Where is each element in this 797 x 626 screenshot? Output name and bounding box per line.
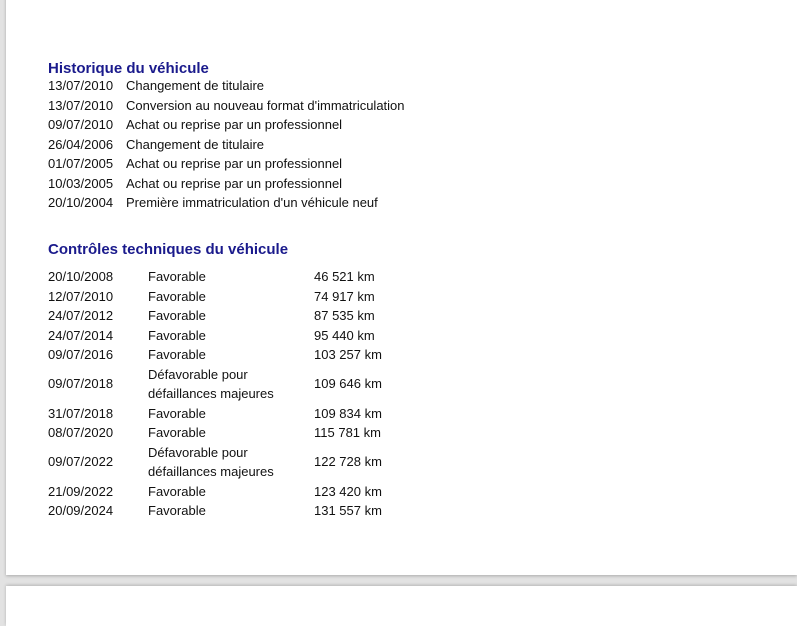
control-date: 20/09/2024 xyxy=(48,503,114,518)
control-result xyxy=(148,404,314,424)
history-event-label: Changement de titulaire xyxy=(126,136,265,152)
control-mileage: 131 557 km xyxy=(314,503,382,518)
control-result xyxy=(148,443,314,482)
control-result-line: défaillances majeures xyxy=(148,386,274,401)
control-row xyxy=(48,365,434,404)
control-date: 08/07/2020 xyxy=(48,425,114,440)
history-row xyxy=(48,154,405,174)
control-date: 24/07/2014 xyxy=(48,327,114,343)
history-row xyxy=(48,174,405,194)
document-page xyxy=(6,0,797,575)
control-result-line: Favorable xyxy=(148,308,206,323)
next-document-page xyxy=(6,586,797,626)
control-mileage: 123 420 km xyxy=(314,483,382,499)
control-mileage: 122 728 km xyxy=(314,454,382,470)
control-date: 09/07/2022 xyxy=(48,454,114,470)
controls-title: Contrôles techniques du véhicule xyxy=(48,241,289,258)
control-mileage: 109 834 km xyxy=(314,405,382,421)
history-event-label: Conversion au nouveau format d'immatriculation xyxy=(126,97,405,113)
control-row xyxy=(48,404,434,424)
history-row xyxy=(48,193,405,213)
history-row xyxy=(48,135,405,155)
control-result xyxy=(148,345,314,365)
control-result-line: Favorable xyxy=(148,405,206,421)
control-row xyxy=(48,482,434,502)
controls-table xyxy=(48,267,434,521)
history-date: 10/03/2005 xyxy=(48,175,114,191)
history-event-label: Première immatriculation d'un véhicule neuf xyxy=(126,195,378,210)
control-result-line: Favorable xyxy=(148,288,206,304)
history-title: Historique du véhicule xyxy=(48,60,209,77)
history-row xyxy=(48,76,405,96)
control-row xyxy=(48,326,434,346)
history-date: 13/07/2010 xyxy=(48,78,114,93)
control-date: 09/07/2016 xyxy=(48,347,114,362)
control-mileage: 109 646 km xyxy=(314,376,382,392)
control-row xyxy=(48,423,434,443)
control-row xyxy=(48,345,434,365)
control-date: 21/09/2022 xyxy=(48,483,114,499)
control-result xyxy=(148,267,314,287)
control-result-line: Favorable xyxy=(148,269,206,284)
control-mileage: 115 781 km xyxy=(314,425,381,440)
control-row xyxy=(48,306,434,326)
history-event-label: Achat ou reprise par un professionnel xyxy=(126,117,343,132)
history-row xyxy=(48,115,405,135)
control-date: 31/07/2018 xyxy=(48,405,114,421)
history-date: 01/07/2005 xyxy=(48,156,114,171)
control-result xyxy=(148,501,314,521)
control-row xyxy=(48,501,434,521)
history-date: 13/07/2010 xyxy=(48,97,114,113)
control-date: 12/07/2010 xyxy=(48,288,114,304)
control-result xyxy=(148,423,314,443)
control-row xyxy=(48,287,434,307)
control-mileage: 87 535 km xyxy=(314,308,375,323)
history-list xyxy=(48,76,405,213)
control-mileage: 46 521 km xyxy=(314,269,375,284)
control-result-line: Favorable xyxy=(148,503,206,518)
control-result xyxy=(148,287,314,307)
control-result-line: Favorable xyxy=(148,327,206,343)
control-date: 09/07/2018 xyxy=(48,376,114,392)
history-event-label: Changement de titulaire xyxy=(126,78,265,93)
history-row xyxy=(48,96,405,116)
control-result-line: Favorable xyxy=(148,347,206,362)
control-result-line: Favorable xyxy=(148,425,206,440)
controls-table-body xyxy=(48,267,434,521)
control-result xyxy=(148,306,314,326)
history-event-label: Achat ou reprise par un professionnel xyxy=(126,156,343,171)
history-date: 26/04/2006 xyxy=(48,136,114,152)
control-mileage: 74 917 km xyxy=(314,288,375,304)
control-mileage: 95 440 km xyxy=(314,327,375,343)
control-result xyxy=(148,326,314,346)
control-result-line: Défavorable pour xyxy=(148,366,248,382)
control-mileage: 103 257 km xyxy=(314,347,382,362)
control-result xyxy=(148,365,314,404)
history-event-label: Achat ou reprise par un professionnel xyxy=(126,175,343,191)
history-date: 20/10/2004 xyxy=(48,195,114,210)
control-result-line: Favorable xyxy=(148,483,206,499)
control-date: 24/07/2012 xyxy=(48,308,114,323)
control-date: 20/10/2008 xyxy=(48,269,114,284)
history-date: 09/07/2010 xyxy=(48,117,114,132)
control-result-line: défaillances majeures xyxy=(148,464,274,479)
control-result xyxy=(148,482,314,502)
control-row xyxy=(48,443,434,482)
control-result-line: Défavorable pour xyxy=(148,444,248,460)
control-row xyxy=(48,267,434,287)
